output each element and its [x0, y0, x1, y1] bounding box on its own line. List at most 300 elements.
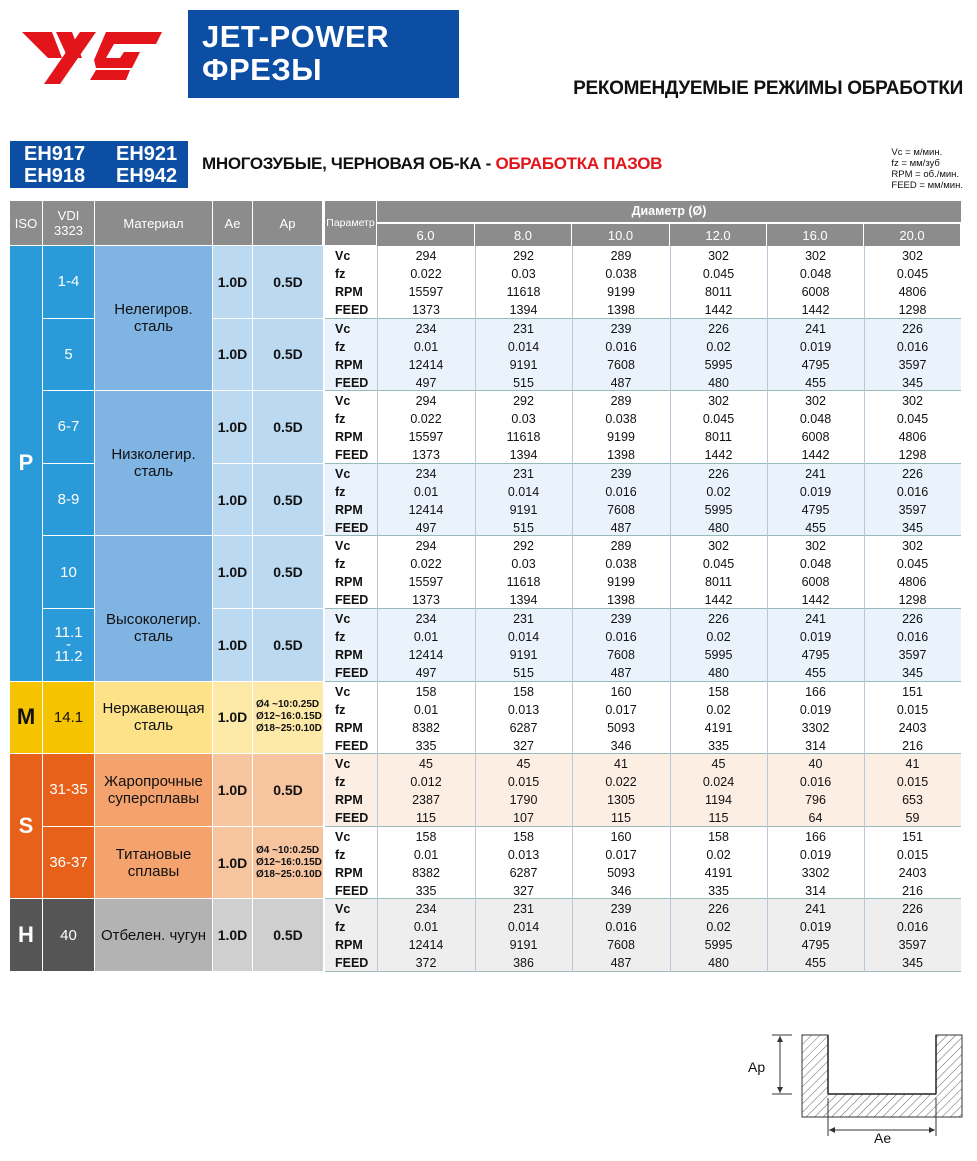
header-vdi: [43, 201, 95, 246]
column-divider: [475, 827, 476, 900]
column-divider: [767, 246, 768, 319]
header-iso: ISO: [10, 201, 43, 246]
column-divider: [572, 464, 573, 537]
value-cell: 216: [902, 738, 923, 753]
value-cell: 151: [902, 684, 923, 699]
material-line-2: сталь: [133, 717, 174, 735]
value-cell: 0.022: [410, 412, 442, 427]
header-ap: Ap: [253, 201, 323, 246]
value-cell: 5995: [704, 502, 733, 517]
value-cell: 239: [610, 466, 632, 481]
model-codes: [10, 141, 188, 188]
value-cell: 0.015: [507, 775, 540, 790]
diameter-col-header: 6.0: [377, 224, 475, 246]
value-cell: 107: [513, 811, 534, 826]
value-cell: 0.022: [410, 267, 442, 281]
value-cell: 0.016: [799, 775, 832, 790]
param-label: fz: [335, 775, 346, 790]
vdi-cell: [43, 609, 95, 682]
value-cell: 515: [513, 520, 534, 535]
material-cell: [95, 536, 213, 681]
column-divider: [377, 391, 378, 464]
column-divider: [572, 754, 573, 827]
column-divider: [864, 246, 865, 319]
value-cell: 9199: [607, 575, 635, 590]
ap-cell: 0.5D: [253, 464, 323, 537]
param-label: RPM: [335, 938, 363, 953]
value-cell: 45: [516, 757, 531, 772]
page-title: РЕКОМЕНДУЕМЫЕ РЕЖИМЫ ОБРАБОТКИ: [573, 78, 963, 99]
vdi-cell: 36-37: [43, 827, 95, 900]
ae-cell: 1.0D: [213, 609, 253, 682]
value-cell: 0.016: [896, 920, 929, 935]
value-cell: 239: [610, 902, 632, 917]
value-cell: 289: [610, 394, 632, 409]
value-cell: 12414: [408, 502, 444, 517]
value-cell: 0.014: [507, 630, 540, 644]
material-line-2: суперсплавы: [107, 789, 200, 807]
column-divider: [670, 609, 671, 682]
column-divider: [864, 609, 865, 682]
column-divider: [475, 899, 476, 972]
value-cell: 294: [415, 539, 437, 554]
legend-line: FEED = мм/мин.: [891, 180, 963, 191]
value-cell: 7608: [607, 502, 635, 517]
value-cell: 166: [805, 684, 826, 699]
value-cell: 239: [610, 612, 632, 626]
column-divider: [670, 754, 671, 827]
column-divider: [670, 682, 671, 755]
material-line-1: Титановые: [115, 845, 192, 863]
value-cell: 231: [513, 612, 534, 626]
param-label: RPM: [335, 575, 363, 590]
value-cell: 487: [610, 520, 632, 535]
column-divider: [572, 391, 573, 464]
value-cell: 0.014: [507, 920, 540, 935]
value-cell: 9199: [607, 285, 635, 299]
column-divider: [767, 754, 768, 827]
param-label: FEED: [335, 375, 369, 390]
value-cell: 0.045: [702, 557, 735, 572]
material-line-1: Высоколегир.: [106, 611, 201, 629]
value-cell: 487: [610, 666, 632, 680]
param-label: Vc: [335, 684, 351, 699]
ap-label: Ap: [748, 1059, 766, 1075]
value-cell: 289: [610, 539, 632, 554]
data-block: [325, 319, 961, 392]
value-cell: 497: [415, 520, 437, 535]
value-cell: 480: [708, 375, 729, 390]
value-cell: 327: [513, 883, 534, 898]
ae-cell: 1.0D: [213, 319, 253, 392]
value-cell: 4795: [801, 648, 830, 662]
model-code: EH921: [116, 143, 178, 165]
value-cell: 4191: [704, 720, 733, 735]
value-cell: 0.048: [799, 267, 832, 281]
value-cell: 9191: [509, 357, 538, 372]
value-cell: 158: [708, 684, 729, 699]
column-divider: [767, 609, 768, 682]
column-divider: [670, 319, 671, 392]
column-divider: [864, 754, 865, 827]
vdi-cell: 8-9: [43, 464, 95, 537]
value-cell: 8011: [705, 575, 732, 590]
vdi-cell: 31-35: [43, 754, 95, 827]
value-cell: 5995: [704, 648, 733, 662]
value-cell: 289: [610, 249, 632, 263]
param-label: RPM: [335, 285, 363, 299]
value-cell: 335: [415, 738, 437, 753]
value-cell: 1442: [704, 593, 733, 608]
value-cell: 15597: [408, 575, 444, 590]
value-cell: 6008: [801, 285, 830, 299]
section-title-black: МНОГОЗУБЫЕ, ЧЕРНОВАЯ ОБ-КА -: [202, 154, 496, 173]
value-cell: 3302: [801, 720, 830, 735]
value-cell: 64: [808, 811, 823, 826]
value-cell: 1790: [509, 793, 538, 808]
value-cell: 0.038: [605, 557, 637, 572]
value-cell: 0.017: [605, 847, 637, 862]
product-line-1: JET-POWER: [202, 19, 390, 54]
value-cell: 0.015: [896, 775, 929, 790]
section-title: [202, 154, 662, 174]
value-cell: 8011: [705, 285, 732, 299]
value-cell: 497: [415, 375, 437, 390]
value-cell: 455: [805, 520, 826, 535]
iso-group-label: H: [10, 899, 43, 972]
ae-cell: 1.0D: [213, 754, 253, 827]
value-cell: 45: [419, 757, 433, 772]
material-cell: [95, 754, 213, 827]
value-cell: 158: [708, 829, 729, 844]
param-label: Vc: [335, 757, 351, 772]
value-cell: 3597: [898, 938, 927, 953]
value-cell: 3597: [898, 357, 927, 372]
ap-range-line: Ø4 ~10:0.25D: [256, 844, 320, 856]
value-cell: 226: [902, 321, 923, 336]
value-cell: 1398: [607, 593, 635, 608]
value-cell: 7608: [607, 357, 635, 372]
value-cell: 226: [708, 321, 729, 336]
value-cell: 6008: [801, 430, 830, 445]
value-cell: 0.02: [706, 847, 731, 862]
value-cell: 345: [902, 375, 923, 390]
param-label: FEED: [335, 448, 369, 463]
column-divider: [475, 464, 476, 537]
material-line-1: Низколегир.: [111, 446, 196, 464]
material-cell: [95, 246, 213, 391]
value-cell: 302: [902, 249, 923, 263]
value-cell: 335: [415, 883, 437, 898]
data-block: [325, 754, 961, 827]
ap-cell: 0.5D: [253, 319, 323, 392]
value-cell: 3597: [898, 502, 927, 517]
value-cell: 292: [513, 249, 534, 263]
value-cell: 59: [905, 811, 920, 826]
value-cell: 0.02: [706, 630, 731, 644]
value-cell: 1442: [704, 448, 733, 463]
param-label: fz: [335, 339, 346, 354]
param-label: Vc: [335, 612, 351, 626]
value-cell: 1194: [705, 793, 732, 808]
value-cell: 480: [708, 956, 729, 971]
data-block: [325, 827, 961, 900]
diameter-col-header: 8.0: [475, 224, 572, 246]
value-cell: 6287: [509, 720, 538, 735]
value-cell: 0.019: [799, 339, 832, 354]
legend-line: Vc = м/мин.: [891, 147, 943, 158]
param-label: fz: [335, 557, 346, 572]
column-divider: [670, 827, 671, 900]
value-cell: 0.01: [413, 920, 439, 935]
value-cell: 0.01: [413, 484, 439, 499]
value-cell: 0.02: [706, 920, 731, 935]
column-divider: [767, 319, 768, 392]
diameter-col-header: 20.0: [864, 224, 961, 246]
value-cell: 7608: [607, 938, 635, 953]
material-line-1: Жаропрочные: [104, 772, 203, 790]
value-cell: 4191: [704, 865, 733, 880]
value-cell: 9191: [509, 938, 538, 953]
value-cell: 0.013: [507, 702, 540, 717]
material-line-2: сплавы: [127, 862, 180, 880]
value-cell: 0.019: [799, 847, 832, 862]
value-cell: 4795: [801, 938, 830, 953]
value-cell: 1398: [607, 448, 635, 463]
value-cell: 487: [610, 375, 632, 390]
value-cell: 9191: [509, 648, 538, 662]
value-cell: 0.016: [605, 484, 637, 499]
header-param: Параметр: [325, 201, 377, 246]
param-label: Vc: [335, 902, 351, 917]
value-cell: 0.045: [896, 557, 929, 572]
header-vdi-2: 3323: [54, 223, 83, 238]
header-ae: Ae: [213, 201, 253, 246]
value-cell: 1394: [509, 448, 538, 463]
column-divider: [475, 536, 476, 609]
param-label: RPM: [335, 865, 363, 880]
vdi-part: -: [66, 635, 71, 653]
ae-label: Ae: [874, 1130, 892, 1146]
column-divider: [767, 899, 768, 972]
yg-logo: [10, 10, 188, 98]
value-cell: 4806: [898, 285, 927, 299]
value-cell: 12414: [408, 938, 444, 953]
param-label: Vc: [335, 249, 351, 263]
column-divider: [864, 899, 865, 972]
value-cell: 0.045: [896, 267, 929, 281]
column-divider: [767, 682, 768, 755]
diameter-col-header: 10.0: [572, 224, 670, 246]
column-divider: [670, 391, 671, 464]
value-cell: 115: [416, 811, 436, 826]
value-cell: 160: [610, 829, 632, 844]
value-cell: 302: [805, 394, 826, 409]
ae-cell: 1.0D: [213, 827, 253, 900]
slot-diagram: [740, 1030, 970, 1155]
value-cell: 0.022: [410, 557, 442, 572]
value-cell: 0.02: [706, 702, 731, 717]
material-line-2: сталь: [133, 628, 174, 646]
product-title: [188, 10, 459, 98]
value-cell: 515: [513, 666, 534, 680]
column-divider: [767, 536, 768, 609]
data-block: [325, 536, 961, 609]
value-cell: 345: [902, 666, 923, 680]
param-label: Vc: [335, 321, 351, 336]
ap-cell: 0.5D: [253, 536, 323, 609]
value-cell: 0.016: [605, 920, 637, 935]
value-cell: 226: [902, 466, 923, 481]
param-label: FEED: [335, 520, 369, 535]
value-cell: 302: [902, 394, 923, 409]
value-cell: 9199: [607, 430, 635, 445]
value-cell: 226: [902, 902, 923, 917]
param-label: FEED: [335, 956, 369, 971]
vdi-cell: 40: [43, 899, 95, 972]
value-cell: 796: [805, 793, 826, 808]
value-cell: 0.048: [799, 557, 832, 572]
value-cell: 0.016: [896, 630, 929, 644]
value-cell: 166: [805, 829, 826, 844]
value-cell: 5995: [704, 357, 733, 372]
iso-group-label: M: [10, 682, 43, 755]
value-cell: 0.048: [799, 412, 832, 427]
value-cell: 12414: [408, 357, 444, 372]
value-cell: 226: [708, 612, 729, 626]
column-divider: [572, 609, 573, 682]
ap-cell: 0.5D: [253, 899, 323, 972]
value-cell: 1305: [607, 793, 635, 808]
ae-cell: 1.0D: [213, 536, 253, 609]
value-cell: 653: [902, 793, 923, 808]
ap-cell: 0.5D: [253, 391, 323, 464]
value-cell: 239: [610, 321, 632, 336]
material-line-2: сталь: [133, 463, 174, 481]
value-cell: 226: [902, 612, 923, 626]
value-cell: 314: [805, 883, 826, 898]
param-label: fz: [335, 920, 346, 935]
header-diameter: Диаметр (Ø): [377, 201, 961, 223]
value-cell: 8011: [705, 430, 732, 445]
value-cell: 0.019: [799, 630, 832, 644]
value-cell: 45: [711, 757, 726, 772]
column-divider: [864, 391, 865, 464]
value-cell: 151: [902, 829, 923, 844]
ap-cell: 0.5D: [253, 246, 323, 319]
product-line-2: ФРЕЗЫ: [202, 52, 323, 87]
ap-range-line: Ø18~25:0.10D: [256, 723, 322, 735]
value-cell: 0.013: [507, 847, 540, 862]
value-cell: 0.017: [605, 702, 637, 717]
param-label: fz: [335, 847, 346, 862]
value-cell: 234: [415, 466, 437, 481]
column-divider: [670, 536, 671, 609]
value-cell: 0.012: [410, 775, 442, 790]
ap-range-line: Ø12~16:0.15D: [256, 856, 322, 868]
value-cell: 6287: [509, 865, 538, 880]
value-cell: 0.016: [896, 484, 929, 499]
value-cell: 455: [805, 956, 826, 971]
header-vdi-1: VDI: [57, 208, 80, 223]
param-label: Vc: [335, 394, 351, 409]
value-cell: 0.03: [511, 267, 536, 281]
value-cell: 241: [805, 612, 826, 626]
value-cell: 302: [805, 539, 826, 554]
value-cell: 0.02: [706, 484, 731, 499]
value-cell: 345: [902, 520, 923, 535]
param-label: fz: [335, 412, 346, 427]
material-cell: [95, 899, 213, 972]
ap-range-line: Ø18~25:0.10D: [256, 868, 322, 880]
value-cell: 0.045: [896, 412, 929, 427]
value-cell: 216: [902, 883, 923, 898]
value-cell: 0.016: [605, 630, 637, 644]
ap-cell: 0.5D: [253, 754, 323, 827]
ap-cell: [253, 827, 323, 900]
model-code: EH917: [24, 143, 86, 165]
column-divider: [377, 246, 378, 319]
column-divider: [377, 464, 378, 537]
value-cell: 3302: [801, 865, 830, 880]
value-cell: 6008: [801, 575, 830, 590]
column-divider: [670, 899, 671, 972]
ae-cell: 1.0D: [213, 899, 253, 972]
ap-cell: 0.5D: [253, 609, 323, 682]
param-label: fz: [335, 484, 346, 499]
column-divider: [475, 319, 476, 392]
value-cell: 11618: [506, 430, 541, 445]
diameter-col-header: 16.0: [767, 224, 864, 246]
column-divider: [377, 899, 378, 972]
value-cell: 0.01: [413, 630, 439, 644]
column-divider: [864, 827, 865, 900]
param-label: fz: [335, 702, 346, 717]
value-cell: 40: [808, 757, 823, 772]
column-divider: [377, 319, 378, 392]
column-divider: [572, 682, 573, 755]
value-cell: 1398: [607, 303, 635, 317]
value-cell: 226: [708, 466, 729, 481]
column-divider: [475, 609, 476, 682]
vdi-cell: 1-4: [43, 246, 95, 319]
value-cell: 4806: [898, 575, 927, 590]
param-label: fz: [335, 630, 346, 644]
value-cell: 386: [513, 956, 534, 971]
value-cell: 1442: [801, 448, 830, 463]
vdi-cell: 5: [43, 319, 95, 392]
value-cell: 1373: [412, 303, 440, 317]
column-divider: [377, 827, 378, 900]
value-cell: 0.015: [896, 702, 929, 717]
value-cell: 115: [708, 811, 729, 826]
value-cell: 1394: [509, 303, 538, 317]
value-cell: 292: [513, 394, 534, 409]
column-divider: [670, 246, 671, 319]
value-cell: 2403: [898, 865, 927, 880]
column-divider: [572, 319, 573, 392]
value-cell: 302: [805, 249, 826, 263]
column-divider: [864, 464, 865, 537]
value-cell: 294: [415, 249, 437, 263]
value-cell: 1373: [412, 448, 440, 463]
value-cell: 1442: [801, 593, 830, 608]
column-divider: [767, 827, 768, 900]
data-block: [325, 899, 961, 972]
iso-group-label: P: [10, 246, 43, 682]
value-cell: 4795: [801, 357, 830, 372]
value-cell: 241: [805, 321, 826, 336]
